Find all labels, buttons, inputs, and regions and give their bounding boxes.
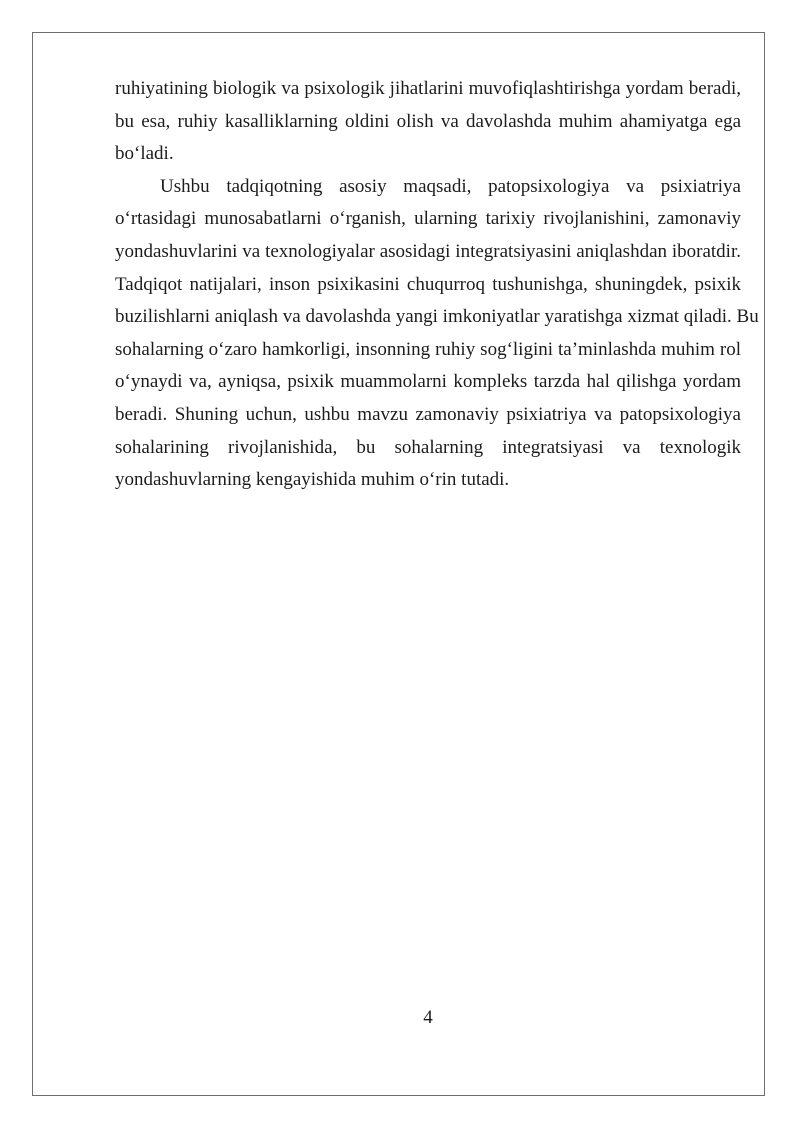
paragraph: [115, 73, 741, 171]
text-line: sohalarning o‘zaro hamkorligi, insonning ruhiy sog‘ligini ta’minlashda muhim rol: [115, 338, 741, 360]
page-number: 4: [423, 1007, 433, 1028]
text-line: ruhiyatining biologik va psixologik jihatlarini muvofiqlashtirishga yordam beradi,: [115, 78, 741, 99]
text-line: yondashuvlarini va texnologiyalar asosidagi integratsiyasini aniqlashdan iboratdir.: [115, 240, 741, 262]
text-line: bu esa, ruhiy kasalliklarning oldini olish va davolashda muhim ahamiyatga ega: [115, 110, 741, 132]
text-line: bo‘ladi.: [115, 143, 174, 165]
text-line: sohalarining rivojlanishida, bu sohalarning integratsiyasi va texnologik: [115, 436, 741, 458]
text-line: Tadqiqot natijalari, inson psixikasini chuqurroq tushunishga, shuningdek, psixik: [115, 273, 741, 295]
text-line: beradi. Shuning uchun, ushbu mavzu zamonaviy psixiatriya va patopsixologiya: [115, 403, 741, 425]
text-line: yondashuvlarning kengayishida muhim o‘rin tutadi.: [115, 469, 510, 491]
paragraph: [115, 171, 759, 497]
text-line: buzilishlarni aniqlash va davolashda yangi imkoniyatlar yaratishga xizmat qiladi. Bu: [115, 306, 759, 328]
text-line: o‘ynaydi va, ayniqsa, psixik muammolarni kompleks tarzda hal qilishga yordam: [115, 371, 741, 393]
text-line: Ushbu tadqiqotning asosiy maqsadi, patopsixologiya va psixiatriya: [160, 175, 741, 197]
text-line: o‘rtasidagi munosabatlarni o‘rganish, ularning tarixiy rivojlanishini, zamonaviy: [115, 208, 741, 230]
document-body: [115, 73, 759, 497]
